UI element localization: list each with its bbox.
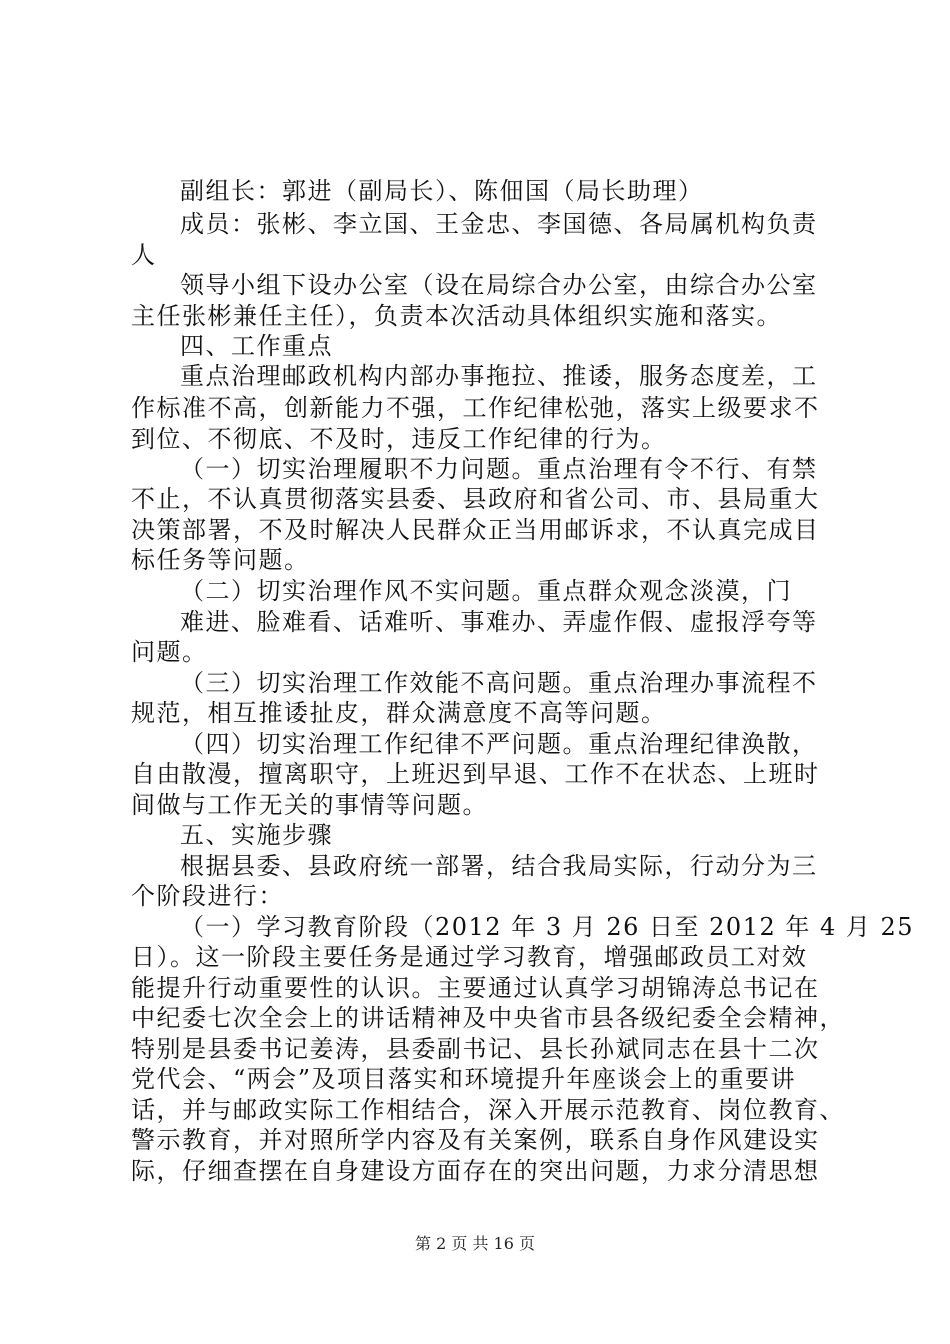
text-line: 不止，不认真贯彻落实县委、县政府和省公司、市、县局重大 — [131, 485, 820, 513]
text-line: 主任张彬兼任主任），负责本次活动具体组织实施和落实。 — [131, 302, 782, 330]
text-line: 党代会、“两会”及项目落实和环境提升年座谈会上的重要讲 — [131, 1065, 797, 1093]
text-line: 难进、脸难看、话难听、事难办、弄虚作假、虚报浮夸等 — [180, 608, 818, 636]
text-line: 间做与工作无关的事情等问题。 — [131, 791, 488, 819]
text-line: 标任务等问题。 — [131, 546, 310, 574]
text-line: 警示教育，并对照所学内容及有关案例，联系自身作风建设实 — [131, 1126, 820, 1154]
text-line: 成员：张彬、李立国、王金忠、李国德、各局属机构负责 — [180, 210, 818, 238]
section-heading: 四、工作重点 — [180, 332, 333, 360]
text-line: （三）切实治理工作效能不高问题。重点治理办事流程不 — [180, 669, 818, 697]
text-line: 际，仔细查摆在自身建设方面存在的突出问题，力求分清思想 — [131, 1157, 820, 1185]
text-line: （四）切实治理工作纪律不严问题。重点治理纪律涣散， — [180, 730, 818, 758]
text-line: 作标准不高，创新能力不强，工作纪律松弛，落实上级要求不 — [131, 394, 820, 422]
text-line: 自由散漫，擅离职守，上班迟到早退、工作不在状态、上班时 — [131, 760, 820, 788]
text-line: 决策部署，不及时解决人民群众正当用邮诉求，不认真完成目 — [131, 516, 820, 544]
text-line: 人 — [131, 241, 157, 269]
page-footer: 第 2 页 共 16 页 — [415, 1234, 535, 1253]
text-line: 规范，相互推诿扯皮，群众满意度不高等问题。 — [131, 699, 667, 727]
text-line: 领导小组下设办公室（设在局综合办公室，由综合办公室 — [180, 271, 818, 299]
text-line: 话，并与邮政实际工作相结合，深入开展示范教育、岗位教育、 — [131, 1096, 845, 1124]
text-line: 中纪委七次全会上的讲话精神及中央省市县各级纪委全会精神， — [131, 1004, 845, 1032]
text-line: 能提升行动重要性的认识。主要通过认真学习胡锦涛总书记在 — [131, 974, 820, 1002]
text-line: 重点治理邮政机构内部办事拖拉、推诿，服务态度差，工 — [180, 362, 818, 390]
text-line: 到位、不彻底、不及时，违反工作纪律的行为。 — [131, 425, 667, 453]
text-line: （一）切实治理履职不力问题。重点治理有令不行、有禁 — [180, 455, 818, 483]
text-line: 问题。 — [131, 638, 208, 666]
text-line: （一）学习教育阶段（2012 年 3 月 26 日至 2012 年 4 月 25 — [180, 913, 915, 941]
text-line: 副组长：郭进（副局长）、陈佃国（局长助理） — [180, 177, 704, 205]
text-line: 根据县委、县政府统一部署，结合我局实际，行动分为三 — [180, 852, 818, 880]
text-line: 个阶段进行： — [131, 882, 284, 910]
text-line: 日）。这一阶段主要任务是通过学习教育，增强邮政员工对效 — [131, 943, 808, 971]
section-heading: 五、实施步骤 — [180, 821, 333, 849]
text-line: 特别是县委书记姜涛，县委副书记、县长孙斌同志在县十二次 — [131, 1035, 820, 1063]
text-line: （二）切实治理作风不实问题。重点群众观念淡漠，门 — [180, 577, 792, 605]
